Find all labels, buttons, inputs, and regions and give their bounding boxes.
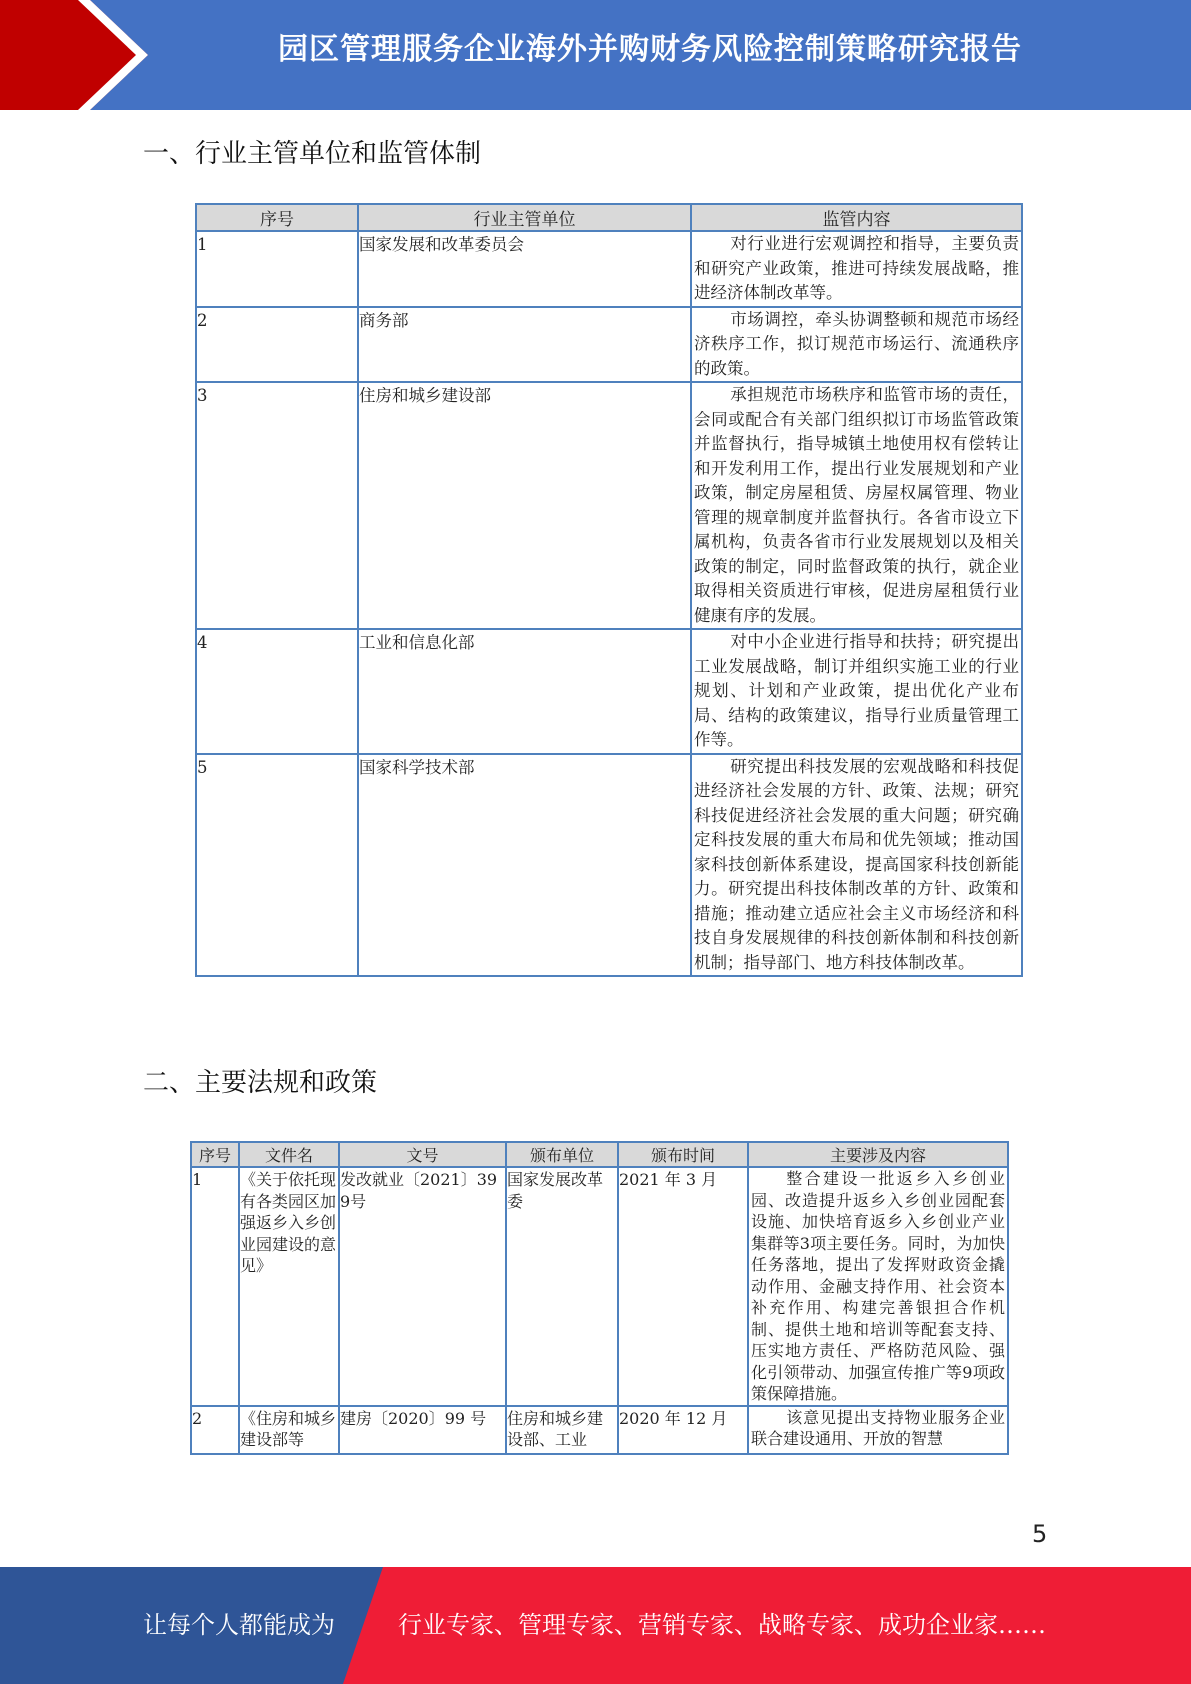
cell-content: 整合建设一批返乡入乡创业园、改造提升返乡入乡创业园配套设施、加快培育返乡入乡创业产业集群等3项主要任务。同时，为加快任务落地，提出了发挥财政资金撬动作用、金融支持作用、社会资本补充作用、构建完善银担合作机制、提供土地和培训等配套支持、压实地方责任、严格防范风险、强化引领带动、加强宣传推广等9项政策保障措施。: [748, 1167, 1008, 1406]
cell-no: 1: [191, 1167, 239, 1406]
footer-slogan-left: 让每个人都能成为: [143, 1611, 335, 1639]
cell-no: 1: [196, 231, 358, 307]
page-footer: [0, 1567, 1191, 1684]
cell-content: 研究提出科技发展的宏观战略和科技促进经济社会发展的方针、政策、法规；研究科技促进经济社会发展的重大问题；研究确定科技发展的重大布局和优先领域；推动国家科技创新体系建设，提高国家科技创新能力。研究提出科技体制改革的方针、政策和措施；推动建立适应社会主义市场经济和科技自身发展规律的科技创新体制和科技创新机制；指导部门、地方科技体制改革。: [691, 754, 1022, 977]
cell-content: 对中小企业进行指导和扶持；研究提出工业发展战略，制订并组织实施工业的行业规划、计划和产业政策，提出优化产业布局、结构的政策建议，指导行业质量管理工作等。: [691, 629, 1022, 754]
table-row: [196, 382, 1022, 629]
page-number: 5: [1032, 1520, 1048, 1548]
section-title-1: 一、行业主管单位和监管体制: [143, 139, 482, 169]
column-header: 监管内容: [691, 204, 1022, 231]
column-header: 主要涉及内容: [748, 1142, 1008, 1167]
table-header-row: [191, 1142, 1008, 1167]
column-header: 序号: [196, 204, 358, 231]
cell-unit: 住房和城乡建设部: [358, 382, 691, 629]
cell-no: 4: [196, 629, 358, 754]
table-row: [196, 307, 1022, 383]
cell-unit: 商务部: [358, 307, 691, 383]
cell-content: 对行业进行宏观调控和指导，主要负责和研究产业政策，推进可持续发展战略，推进经济体制改革等。: [691, 231, 1022, 307]
cell-content: 该意见提出支持物业服务企业联合建设通用、开放的智慧: [748, 1406, 1008, 1454]
table-header-row: [196, 204, 1022, 231]
cell-no: 5: [196, 754, 358, 977]
table-row: [191, 1406, 1008, 1454]
column-header: 行业主管单位: [358, 204, 691, 231]
cell-name: 《关于依托现有各类园区加强返乡入乡创业园建设的意见》: [239, 1167, 339, 1406]
cell-issuer: 住房和城乡建设部、工业: [506, 1406, 618, 1454]
cell-doc-no: 发改就业〔2021〕399号: [339, 1167, 506, 1406]
cell-unit: 国家发展和改革委员会: [358, 231, 691, 307]
cell-content: 承担规范市场秩序和监管市场的责任，会同或配合有关部门组织拟订市场监管政策并监督执行，指导城镇土地使用权有偿转让和开发利用工作，提出行业发展规划和产业政策，制定房屋租赁、房屋权属管理、物业管理的规章制度并监督执行。各省市设立下属机构，负责各省市行业发展规划以及相关政策的制定，同时监督政策的执行，就企业取得相关资质进行审核，促进房屋租赁行业健康有序的发展。: [691, 382, 1022, 629]
section-title-2: 二、主要法规和政策: [143, 1068, 378, 1098]
cell-content: 市场调控，牵头协调整顿和规范市场经济秩序工作，拟订规范市场运行、流通秩序的政策。: [691, 307, 1022, 383]
footer-slogan-right: 行业专家、管理专家、营销专家、战略专家、成功企业家……: [398, 1611, 1046, 1639]
cell-doc-no: 建房〔2020〕99 号: [339, 1406, 506, 1454]
table-row: [196, 629, 1022, 754]
table-row: [196, 754, 1022, 977]
table-row: [196, 231, 1022, 307]
cell-no: 2: [196, 307, 358, 383]
page-header: [0, 0, 1191, 110]
cell-date: 2020 年 12 月: [618, 1406, 748, 1454]
cell-name: 《住房和城乡建设部等: [239, 1406, 339, 1454]
supervision-table: [195, 203, 1023, 977]
column-header: 序号: [191, 1142, 239, 1167]
cell-no: 3: [196, 382, 358, 629]
cell-unit: 工业和信息化部: [358, 629, 691, 754]
column-header: 颁布时间: [618, 1142, 748, 1167]
cell-date: 2021 年 3 月: [618, 1167, 748, 1406]
column-header: 文件名: [239, 1142, 339, 1167]
header-red-chevron: [0, 0, 150, 110]
column-header: 文号: [339, 1142, 506, 1167]
cell-issuer: 国家发展改革委: [506, 1167, 618, 1406]
header-title: 园区管理服务企业海外并购财务风险控制策略研究报告: [278, 32, 1022, 67]
policy-table: [190, 1141, 1009, 1455]
cell-unit: 国家科学技术部: [358, 754, 691, 977]
column-header: 颁布单位: [506, 1142, 618, 1167]
table-row: [191, 1167, 1008, 1406]
cell-no: 2: [191, 1406, 239, 1454]
